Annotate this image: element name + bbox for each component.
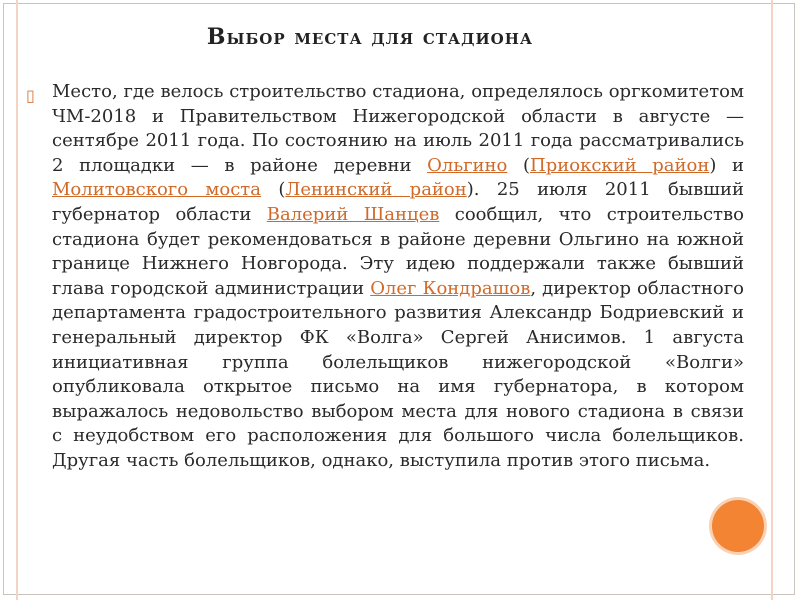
text-run: ( (261, 179, 286, 201)
right-border-rule (771, 0, 773, 600)
text-run: Место, где велось строительство стадиона, определялось оргкомитетом ЧМ-2018 и Правительством Нижегородской области в августе — сентябре 2011 года. По состоянию на июль 2011 года рассматривались 2 площадки — в районе деревни (52, 81, 744, 176)
body-paragraph (52, 80, 744, 474)
text-run: , директор областного департамента градостроительного развития Александр Бодриевский и генеральный директор ФК «Волга» Сергей Анисимов. 1 августа инициативная группа болельщиков нижегородской «Волги» опубликовала открытое письмо на имя губернатора, в котором выражалось недовольство выбором места для нового стадиона в связи с неудобством его расположения для большого числа болельщиков. Другая часть болельщиков, однако, выступила против этого письма. (52, 277, 745, 471)
text-run: ( (507, 154, 531, 176)
link-valery-shantsev[interactable]: Валерий Шанцев (266, 203, 440, 225)
text-run: ) и (709, 154, 744, 176)
decorative-circle (712, 500, 764, 552)
link-leninsky-district[interactable]: Ленинский район (285, 179, 467, 201)
bullet-icon: ▯ (26, 86, 35, 105)
link-olgino[interactable]: Ольгино (427, 154, 508, 176)
slide-title: Выбор места для стадиона (206, 24, 534, 50)
link-molitovsky-bridge[interactable]: Молитовского моста (52, 179, 261, 201)
text-run: сообщил, что строительство стадиона будет рекомендоваться в районе деревни Ольгино на южной границе Нижнего Новгорода. Эту идею поддержали также бывший глава городской администрации (52, 203, 744, 299)
left-border-rule (16, 0, 18, 600)
link-priokskiy-district[interactable]: Приокский район (530, 154, 710, 176)
text-run: ). 25 июля 2011 бывший губернатор области (52, 179, 745, 225)
link-oleg-kondrashov[interactable]: Олег Кондрашов (370, 277, 531, 299)
